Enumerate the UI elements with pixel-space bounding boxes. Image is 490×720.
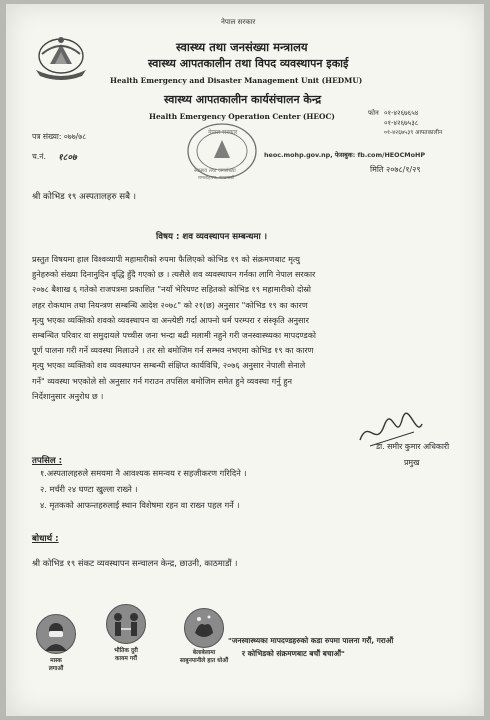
header-unit-np: स्वास्थ्य आपतकालीन तथा विपद व्यवस्थापन इकाई <box>148 57 349 70</box>
signatory-name: डा. समीर कुमार अधिकारी <box>376 442 450 451</box>
reference-number: पत्र संख्या: ०७७/७८ <box>32 132 87 141</box>
web-facebook-line: heoc.mohp.gov.np, फेसबुक: fb.com/HEOCMoHP <box>264 151 426 159</box>
nepal-emblem-logo <box>30 34 92 84</box>
header-center-en: Health Emergency Operation Center (HEOC) <box>149 112 335 121</box>
body-line: गर्ने" व्यवस्था भएकोले सो अनुसार गर्न गराउन तपसिल बमोजिम समेत हुने व्यवस्था गर्नु हुन <box>32 375 292 386</box>
header-govt: नेपाल सरकार <box>221 18 256 26</box>
handwash-icon <box>184 608 224 648</box>
slogan-line2: र कोभिडको संक्रमणबाट बचौं बचाऔं" <box>242 649 345 658</box>
seal-text-3: रामशाहपथ, काठमाडौं <box>198 176 235 181</box>
seal-text-2: स्वास्थ्य तथा जनसंख्या <box>194 168 236 174</box>
tapasil-heading: तपसिल : <box>32 456 63 466</box>
bodharth-heading: बोधार्थ : <box>32 534 59 544</box>
tapasil-item: २. मर्चरी २४ घण्टा खुल्ला राख्ने । <box>40 484 138 494</box>
slogan-line1: "जनस्वास्थ्यका मापदण्डहरुको कडा रुपमा पालना गरौं, गराऔं <box>228 636 394 645</box>
body-line: मृत्यु भएका व्यक्तिको शव व्यवस्थापन सम्बन्धी संक्षिप्त कार्यविधि, २०७६ अनुसार नेपाली सेनाले <box>32 360 306 371</box>
body-line: २०७८ बैशाख ६ गतेको राजपत्रमा प्रकाशित "नयाँ भेरियण्ट सहितको कोभिड १९ महामारीको दोस्रो <box>32 284 311 295</box>
letter-page <box>6 4 484 716</box>
body-line: सम्बन्धित परिवार वा समुदायले पच्चीस जना भन्दा बढी मलामी नहुने गरी जनस्वास्थ्यका मापदण्डको <box>32 330 317 341</box>
body-line: निर्देशानुसार अनुरोध छ । <box>32 390 104 401</box>
dispatch-number: १८०७ <box>58 153 77 163</box>
official-seal-stamp <box>184 120 260 182</box>
distance-caption-line2: कायम गरौं <box>115 656 137 662</box>
handwash-caption-line1: बेलाबेलामा <box>192 650 216 656</box>
body-line: मृत्यु भएका व्यक्तिको शवको व्यवस्थापन वा अन्त्येष्टी गर्दा आफ्नो धर्म परम्परा र संस्कृति अनुसार <box>32 314 309 325</box>
seal-text-1: नेपाल सरकार <box>208 129 238 136</box>
header-ministry: स्वास्थ्य तथा जनसंख्या मन्त्रालय <box>176 40 308 54</box>
subject-line: विषय : शव व्यवस्थापन सम्बन्धमा । <box>156 232 268 242</box>
header-center-np: स्वास्थ्य आपतकालीन कार्यसंचालन केन्द्र <box>164 93 322 106</box>
letter-date: मिति २०७८/१/२९ <box>370 165 421 174</box>
phone-1: ०१-४२६७६५४ <box>384 109 419 117</box>
handwash-caption-line2: साबुनपानीले हात धोऔं <box>179 658 229 664</box>
tapasil-item: ४. मृतकको आफन्तहरुलाई स्थान विशेषमा रहन वा राख्न पहल गर्ने । <box>40 500 240 510</box>
body-line: प्रस्तुत विषयमा हाल विश्वव्यापी महामारीको रुपमा फैलिएको कोभिड १९ को संक्रमणबाट मृत्यु <box>32 254 300 264</box>
tapasil-item: १.अस्पतालहरुले समयमा नै आवश्यक समन्वय र सहजीकरण गरिदिने । <box>40 468 247 478</box>
addressee: श्री कोभिड १९ अस्पतालहरु सबै । <box>32 192 137 202</box>
mask-icon <box>36 614 76 654</box>
phone-label: फोन <box>368 109 379 117</box>
distance-caption-line1: भौतिक दुरी <box>114 648 138 654</box>
phone-2: ०१-४२६७५३८ <box>384 119 419 127</box>
letter-body <box>32 252 462 404</box>
mask-caption-line1: मास्क <box>50 658 62 664</box>
distance-caption <box>98 646 154 662</box>
body-line: लहर रोकथाम तथा नियन्त्रण सम्बन्धि आदेश २०७८" को २१(छ) अनुसार "कोभिड १९ का कारण <box>32 299 308 310</box>
physical-distance-icon <box>106 604 146 644</box>
body-line: हुनेहरुको संख्या दिनानुदिन वृद्धि हुँदै गएको छ । त्यसैले शव व्यवस्थापन गर्नका लागि नेपाल सरकार <box>32 269 316 280</box>
signatory-title: प्रमुख <box>404 458 420 467</box>
phone-note: ०१-४२६७५३९ आपतकालीन <box>384 130 443 136</box>
header-unit-en: Health Emergency and Disaster Management Unit (HEDMU) <box>110 76 363 85</box>
bodharth-text: श्री कोभिड १९ संकट व्यवस्थापन सन्चालन केन्द्र, छाउनी, काठमाडौं । <box>32 558 238 568</box>
mask-caption <box>32 656 80 672</box>
dispatch-label: च.नं. <box>32 152 46 161</box>
mask-caption-line2: लगाऔं <box>48 666 64 672</box>
footer-slogan <box>228 634 458 660</box>
body-line: पूर्ण पालना गरी गर्ने व्यवस्था मिलाउने । तर सो बमोजिम गर्न सम्भव नभएमा कोभिड १९ का कारण <box>32 345 314 356</box>
